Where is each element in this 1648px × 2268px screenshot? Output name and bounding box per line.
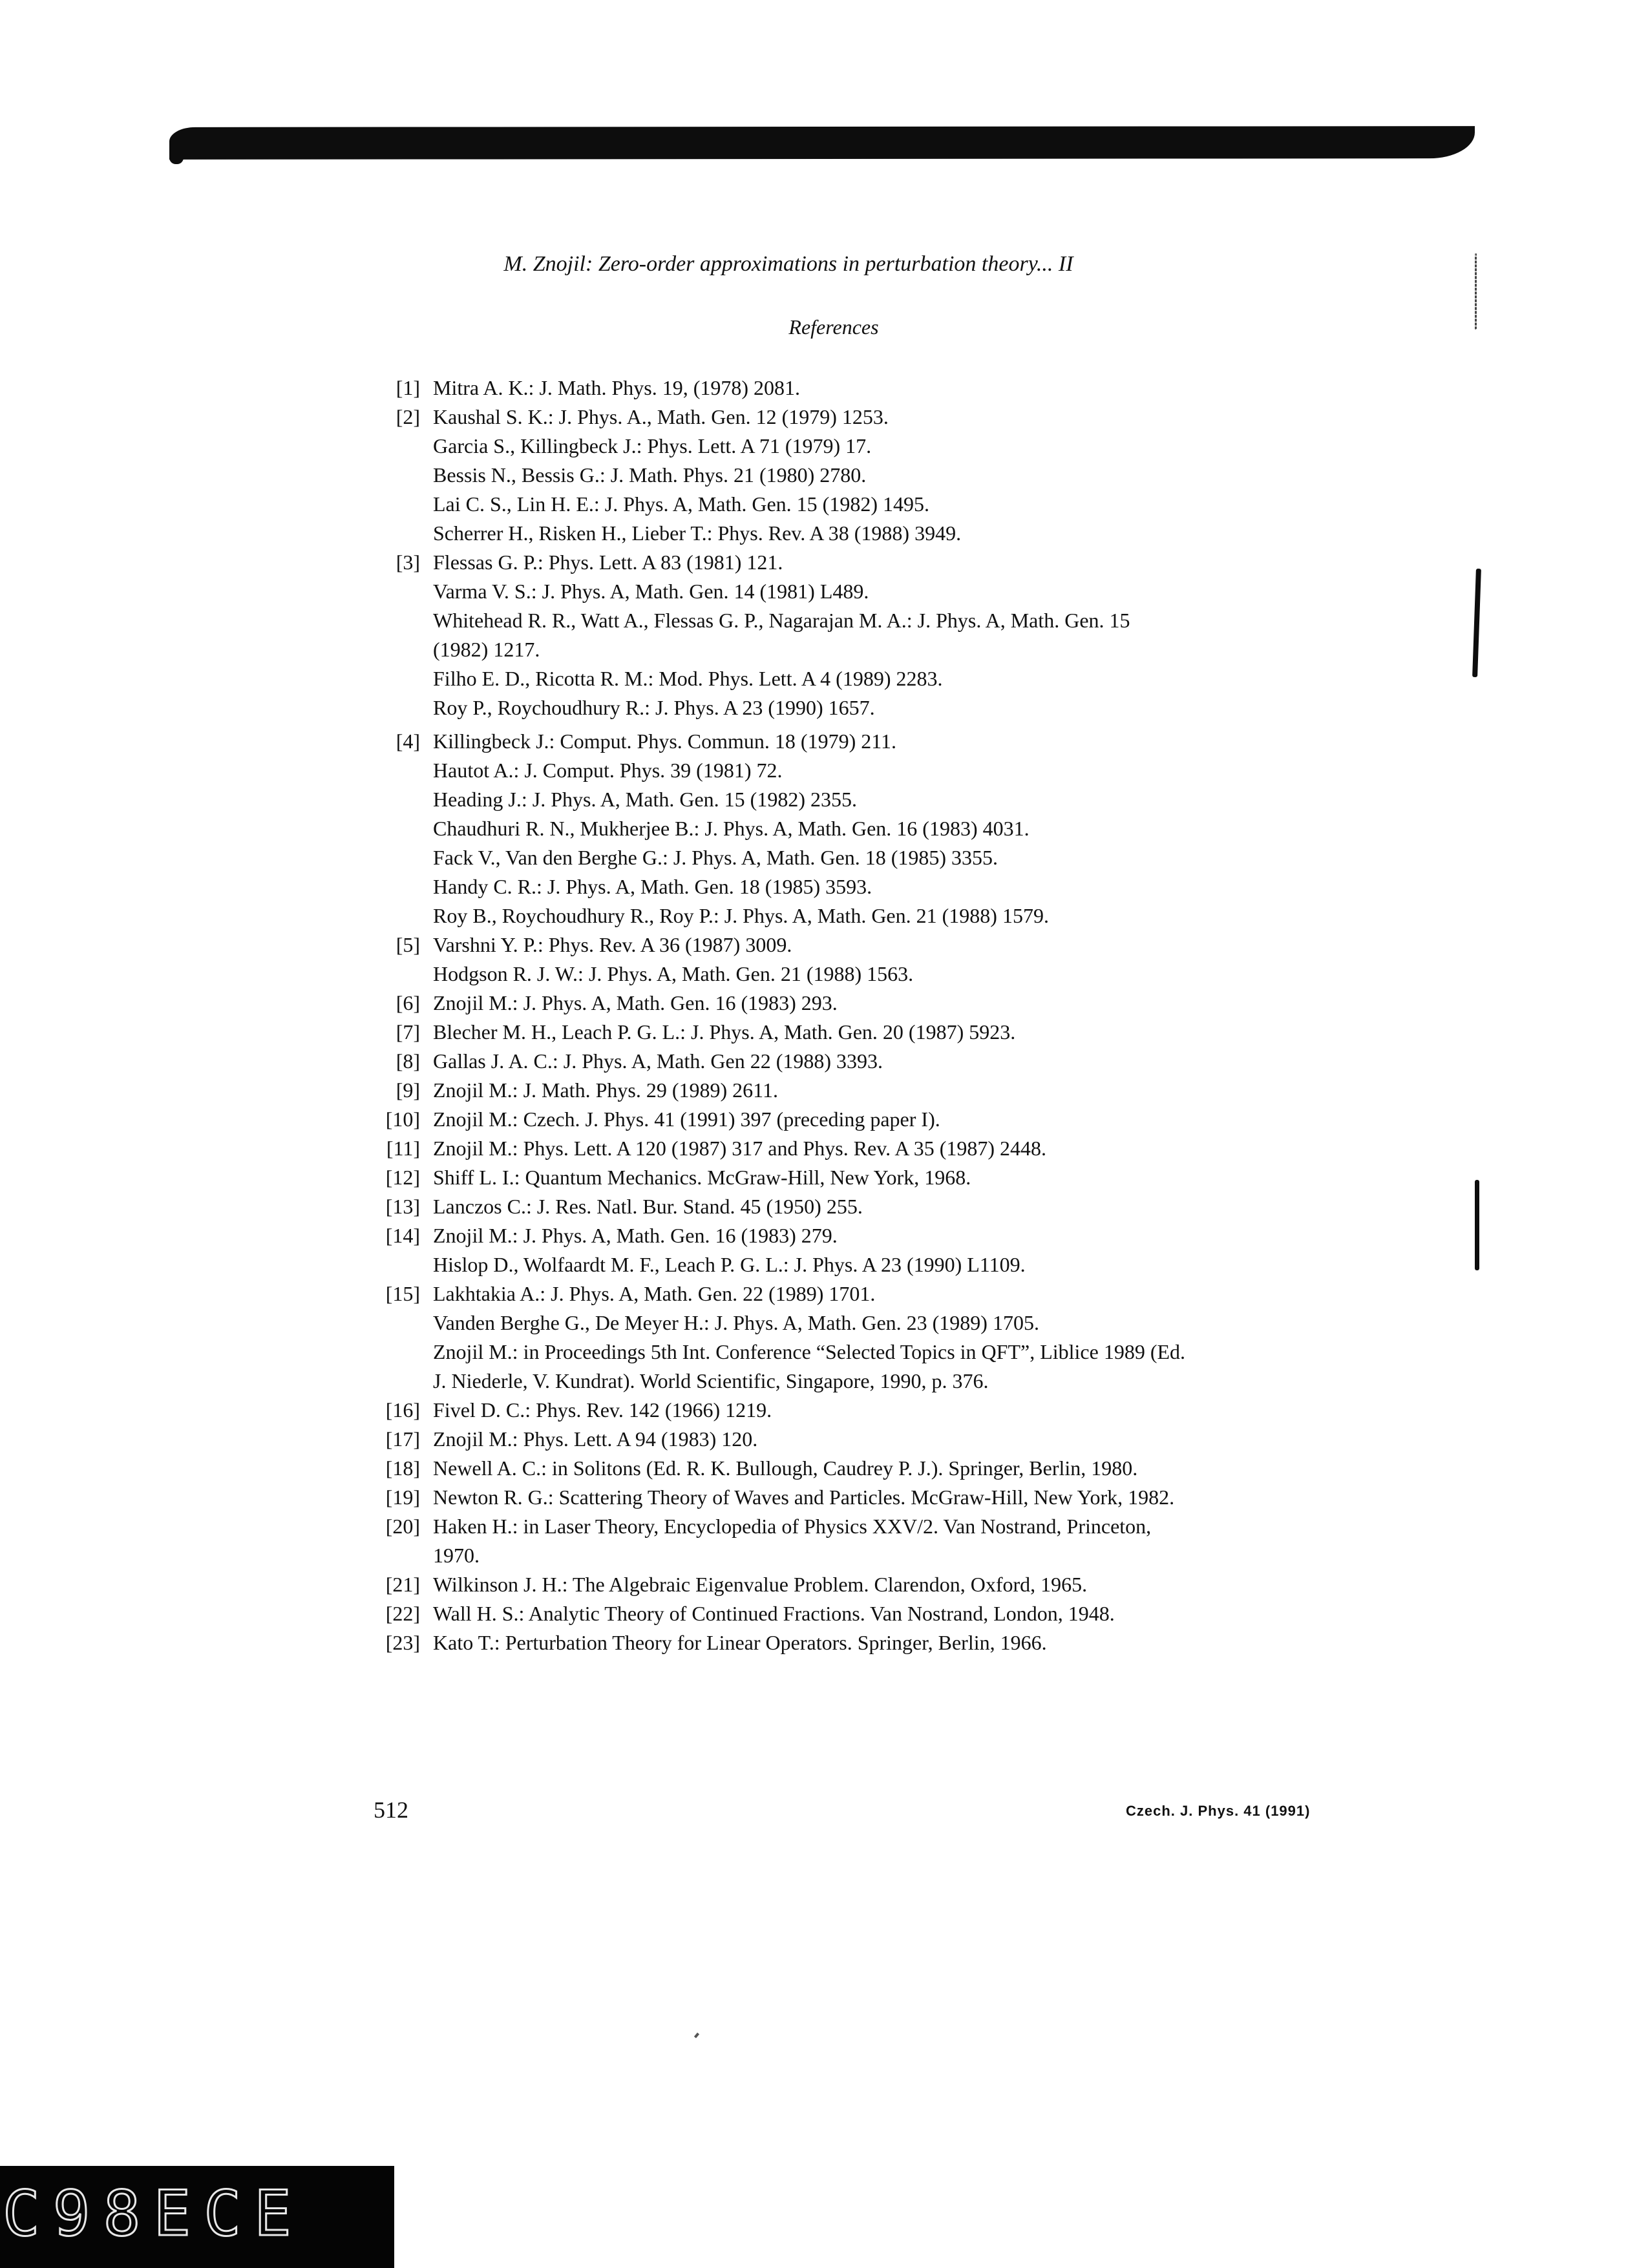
reference-entry — [374, 1425, 1356, 1454]
reference-line: Lakhtakia A.: J. Phys. A, Math. Gen. 22 (1989) 1701. — [433, 1282, 876, 1305]
reference-number: [11] — [386, 1137, 420, 1160]
reference-line: Znojil M.: Phys. Lett. A 120 (1987) 317 and Phys. Rev. A 35 (1987) 2448. — [433, 1137, 1047, 1160]
reference-number: [14] — [385, 1224, 420, 1247]
reference-entry — [374, 1105, 1356, 1134]
reference-line: Kato T.: Perturbation Theory for Linear Operators. Springer, Berlin, 1966. — [433, 1631, 1047, 1654]
reference-number: [19] — [385, 1486, 420, 1509]
reference-line: Haken H.: in Laser Theory, Encyclopedia of Physics XXV/2. Van Nostrand, Princeton, — [433, 1515, 1152, 1538]
reference-line: Hodgson R. J. W.: J. Phys. A, Math. Gen. 21 (1988) 1563. — [433, 962, 914, 985]
scan-border-bar-edge — [169, 150, 184, 164]
reference-entry — [374, 1512, 1356, 1570]
reference-number: [10] — [385, 1108, 420, 1131]
reference-entry — [374, 1192, 1356, 1221]
reference-number: [3] — [396, 551, 420, 574]
reference-number: [8] — [396, 1049, 420, 1073]
reference-line: Killingbeck J.: Comput. Phys. Commun. 18 (1979) 211. — [433, 730, 897, 753]
reference-number: [17] — [385, 1427, 420, 1451]
reference-number: [21] — [385, 1573, 420, 1596]
reference-number: [13] — [385, 1195, 420, 1218]
reference-line: Hautot A.: J. Comput. Phys. 39 (1981) 72. — [433, 759, 783, 782]
reference-line: Varma V. S.: J. Phys. A, Math. Gen. 14 (1981) L489. — [433, 580, 869, 603]
reference-line: Vanden Berghe G., De Meyer H.: J. Phys. A, Math. Gen. 23 (1989) 1705. — [433, 1311, 1039, 1334]
reference-line: Whitehead R. R., Watt A., Flessas G. P., Nagarajan M. A.: J. Phys. A, Math. Gen. 15 — [433, 609, 1130, 632]
reference-line: Heading J.: J. Phys. A, Math. Gen. 15 (1982) 2355. — [433, 788, 857, 811]
reference-line: 1970. — [433, 1544, 480, 1567]
reference-number: [5] — [396, 933, 420, 956]
scan-code-tab — [0, 2166, 394, 2268]
reference-number: [7] — [396, 1020, 420, 1044]
reference-line: Mitra A. K.: J. Math. Phys. 19, (1978) 2081. — [433, 376, 800, 399]
reference-line: Znojil M.: J. Math. Phys. 29 (1989) 2611. — [433, 1078, 778, 1102]
reference-entry — [374, 1163, 1356, 1192]
reference-line: Garcia S., Killingbeck J.: Phys. Lett. A 71 (1979) 17. — [433, 434, 872, 457]
reference-entry — [374, 1279, 1356, 1396]
reference-entry — [374, 1570, 1356, 1599]
scan-speck — [694, 2033, 699, 2039]
reference-entry — [374, 403, 1356, 548]
reference-entry — [374, 1454, 1356, 1483]
reference-entry — [374, 1483, 1356, 1512]
reference-line: Newell A. C.: in Solitons (Ed. R. K. Bullough, Caudrey P. J.). Springer, Berlin, 1980. — [433, 1456, 1138, 1480]
references-title: References — [788, 315, 879, 339]
reference-entry — [374, 1018, 1356, 1047]
reference-line: Roy B., Roychoudhury R., Roy P.: J. Phys. A, Math. Gen. 21 (1988) 1579. — [433, 904, 1049, 927]
reference-line: Kaushal S. K.: J. Phys. A., Math. Gen. 12 (1979) 1253. — [433, 405, 889, 428]
reference-line: Handy C. R.: J. Phys. A, Math. Gen. 18 (1985) 3593. — [433, 875, 872, 898]
reference-line: Hislop D., Wolfaardt M. F., Leach P. G. L.: J. Phys. A 23 (1990) L1109. — [433, 1253, 1026, 1276]
reference-line: (1982) 1217. — [433, 638, 540, 661]
reference-entry — [374, 1134, 1356, 1163]
reference-line: Roy P., Roychoudhury R.: J. Phys. A 23 (1990) 1657. — [433, 696, 875, 719]
reference-entry — [374, 548, 1356, 722]
reference-line: Lai C. S., Lin H. E.: J. Phys. A, Math. Gen. 15 (1982) 1495. — [433, 492, 929, 516]
reference-line: Wall H. S.: Analytic Theory of Continued Fractions. Van Nostrand, London, 1948. — [433, 1602, 1115, 1625]
reference-line: Fivel D. C.: Phys. Rev. 142 (1966) 1219. — [433, 1398, 772, 1422]
reference-entry — [374, 989, 1356, 1018]
scan-border-bar — [169, 126, 1475, 160]
reference-number: [16] — [385, 1398, 420, 1422]
reference-entry — [374, 930, 1356, 989]
reference-line: Scherrer H., Risken H., Lieber T.: Phys. Rev. A 38 (1988) 3949. — [433, 521, 962, 545]
reference-line: Gallas J. A. C.: J. Phys. A, Math. Gen 22 (1988) 3393. — [433, 1049, 883, 1073]
reference-list — [374, 373, 1356, 1657]
reference-entry — [374, 1628, 1356, 1657]
reference-line: Blecher M. H., Leach P. G. L.: J. Phys. A, Math. Gen. 20 (1987) 5923. — [433, 1020, 1016, 1044]
reference-line: Varshni Y. P.: Phys. Rev. A 36 (1987) 3009. — [433, 933, 792, 956]
scan-margin-mark — [1475, 1180, 1479, 1270]
reference-entry — [374, 1396, 1356, 1425]
reference-number: [23] — [385, 1631, 420, 1654]
reference-number: [2] — [396, 405, 420, 428]
reference-line: Filho E. D., Ricotta R. M.: Mod. Phys. Lett. A 4 (1989) 2283. — [433, 667, 943, 690]
reference-entry — [374, 727, 1356, 930]
reference-entry — [374, 1599, 1356, 1628]
reference-line: Znojil M.: in Proceedings 5th Int. Conference “Selected Topics in QFT”, Liblice 1989 (Ed. — [433, 1340, 1186, 1363]
reference-line: Bessis N., Bessis G.: J. Math. Phys. 21 (1980) 2780. — [433, 463, 867, 487]
reference-number: [20] — [385, 1515, 420, 1538]
reference-line: Lanczos C.: J. Res. Natl. Bur. Stand. 45 (1950) 255. — [433, 1195, 863, 1218]
reference-line: Chaudhuri R. N., Mukherjee B.: J. Phys. A, Math. Gen. 16 (1983) 4031. — [433, 817, 1030, 840]
running-header: M. Znojil: Zero-order approximations in perturbation theory... II — [503, 252, 1073, 276]
reference-line: Znojil M.: J. Phys. A, Math. Gen. 16 (1983) 279. — [433, 1224, 838, 1247]
scan-code: C98ECE — [3, 2178, 304, 2250]
reference-line: Znojil M.: Phys. Lett. A 94 (1983) 120. — [433, 1427, 758, 1451]
reference-number: [18] — [385, 1456, 420, 1480]
reference-line: Wilkinson J. H.: The Algebraic Eigenvalue Problem. Clarendon, Oxford, 1965. — [433, 1573, 1088, 1596]
reference-line: Shiff L. I.: Quantum Mechanics. McGraw-Hill, New York, 1968. — [433, 1166, 971, 1189]
reference-entry — [374, 1047, 1356, 1076]
reference-number: [12] — [385, 1166, 420, 1189]
reference-line: Znojil M.: J. Phys. A, Math. Gen. 16 (1983) 293. — [433, 991, 838, 1014]
reference-line: Newton R. G.: Scattering Theory of Waves and Particles. McGraw-Hill, New York, 1982. — [433, 1486, 1175, 1509]
reference-number: [1] — [396, 376, 420, 399]
page-number: 512 — [374, 1797, 408, 1823]
reference-line: Flessas G. P.: Phys. Lett. A 83 (1981) 121. — [433, 551, 783, 574]
reference-line: Znojil M.: Czech. J. Phys. 41 (1991) 397 (preceding paper I). — [433, 1108, 940, 1131]
scan-margin-mark — [1472, 569, 1481, 677]
reference-number: [4] — [396, 730, 420, 753]
reference-number: [6] — [396, 991, 420, 1014]
journal-footer: Czech. J. Phys. 41 (1991) — [1126, 1803, 1311, 1819]
reference-line: Fack V., Van den Berghe G.: J. Phys. A, Math. Gen. 18 (1985) 3355. — [433, 846, 998, 869]
reference-entry — [374, 1076, 1356, 1105]
reference-entry — [374, 373, 1356, 403]
reference-line: J. Niederle, V. Kundrat). World Scientific, Singapore, 1990, p. 376. — [433, 1369, 989, 1392]
reference-number: [15] — [385, 1282, 420, 1305]
reference-number: [22] — [385, 1602, 420, 1625]
reference-number: [9] — [396, 1078, 420, 1102]
reference-entry — [374, 1221, 1356, 1279]
